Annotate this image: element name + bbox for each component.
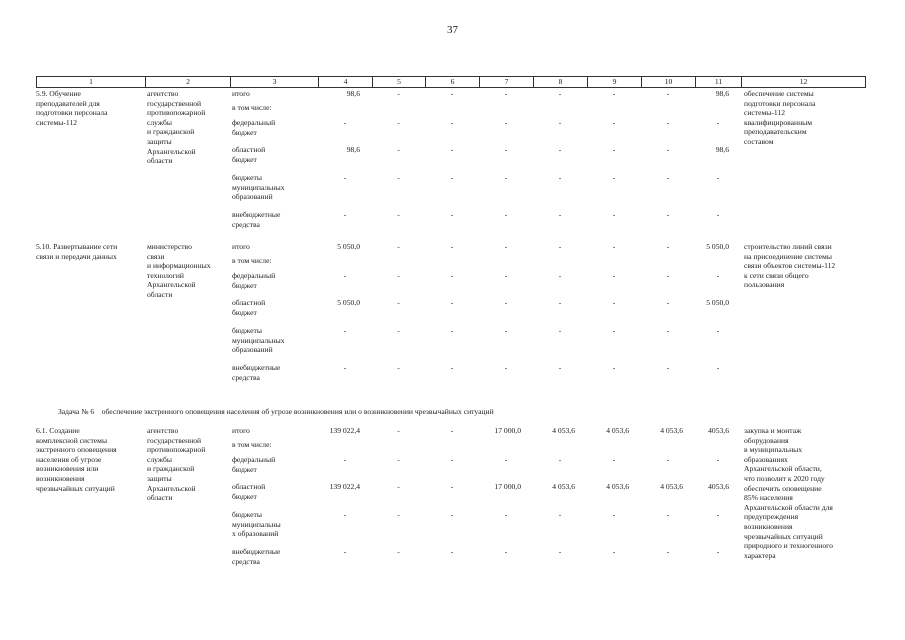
- funding-value: 4 053,6: [606, 426, 629, 435]
- measure-result-line: природного и техногенного: [744, 541, 833, 551]
- funding-source-label-line: бюджет: [232, 464, 257, 474]
- measure-title-line: системы-112: [36, 117, 78, 127]
- funding-source-label-line: областной: [232, 298, 266, 307]
- funding-source-label-line: образований: [232, 192, 273, 202]
- funding-value: -: [450, 271, 454, 280]
- program-table: [36, 76, 866, 566]
- funding-value: -: [558, 298, 562, 307]
- funding-value: -: [450, 89, 454, 98]
- measure-executor-line: области: [147, 289, 173, 299]
- funding-source-label: [232, 326, 320, 355]
- column-header: 10: [641, 77, 695, 87]
- funding-value: -: [666, 89, 670, 98]
- funding-value: 139 022,4: [329, 482, 360, 491]
- funding-source-label-line: бюджеты: [232, 173, 262, 182]
- funding-value: -: [504, 455, 508, 464]
- funding-value: 4 053,6: [552, 426, 575, 435]
- funding-value: -: [504, 547, 508, 556]
- funding-value: 17 000,0: [494, 426, 521, 435]
- funding-source-label-line: внебюджетные: [232, 363, 281, 372]
- measure-result: [744, 89, 869, 147]
- measure-result-line: предупреждения: [744, 512, 799, 522]
- funding-source-label: [232, 89, 320, 99]
- measure-result-line: образованиях: [744, 454, 788, 464]
- measure-title: [36, 242, 145, 261]
- measure-result: [744, 426, 869, 560]
- funding-value: -: [612, 145, 616, 154]
- funding-value: -: [716, 210, 720, 219]
- funding-source-label-line: федеральный: [232, 118, 276, 127]
- measure-result-line: пользования: [744, 280, 785, 290]
- measure-result-line: составом: [744, 136, 774, 146]
- funding-value: -: [504, 298, 508, 307]
- funding-value: -: [397, 510, 400, 519]
- measure-result-line: на присоединение системы: [744, 251, 832, 261]
- measure-title: [36, 426, 145, 493]
- measure-executor-line: и гражданской: [147, 127, 195, 137]
- funding-value: -: [343, 271, 347, 280]
- funding-value: -: [397, 482, 400, 491]
- funding-value: -: [666, 173, 670, 182]
- measure-executor: [147, 426, 232, 503]
- measure-result-line: характера: [744, 550, 776, 560]
- measure-result-line: что позволит к 2020 году: [744, 473, 825, 483]
- funding-value: -: [397, 118, 400, 127]
- measure-result-line: чрезвычайных ситуаций: [744, 531, 823, 541]
- task-heading: Задача № 6 обеспечение экстренного оповещения населения об угрозе возникновения или о возникновении чрезвычайных ситуаций: [58, 407, 494, 416]
- funding-value: -: [504, 326, 508, 335]
- funding-value: -: [343, 363, 347, 372]
- funding-value: 98,6: [715, 89, 729, 98]
- funding-source-label-line: внебюджетные: [232, 210, 281, 219]
- funding-value: -: [558, 173, 562, 182]
- funding-value: -: [343, 118, 347, 127]
- funding-value: -: [397, 271, 400, 280]
- measure-executor-line: Архангельской: [147, 146, 196, 156]
- funding-value: -: [450, 173, 454, 182]
- funding-value: 5 050,0: [337, 242, 360, 251]
- funding-source-label-line: федеральный: [232, 455, 276, 464]
- funding-source-label: [232, 482, 320, 501]
- measure-executor-line: государственной: [147, 98, 202, 108]
- measure-result-line: связи объектов системы-112: [744, 261, 836, 271]
- funding-source-label: [232, 547, 320, 566]
- funding-value: -: [450, 426, 454, 435]
- measure-result-line: возникновения: [744, 521, 793, 531]
- funding-value: -: [397, 210, 400, 219]
- funding-value: 4053,6: [708, 426, 729, 435]
- measure-executor-line: службы: [147, 454, 172, 464]
- measure-executor-line: службы: [147, 117, 172, 127]
- funding-source-label-line: внебюджетные: [232, 547, 281, 556]
- funding-value: -: [612, 173, 616, 182]
- measure-result-line: строительство линий связи: [744, 242, 832, 251]
- funding-value: -: [716, 173, 720, 182]
- funding-value: -: [666, 363, 670, 372]
- funding-value: -: [397, 455, 400, 464]
- column-header: 8: [533, 77, 587, 87]
- funding-value: -: [397, 326, 400, 335]
- funding-value: 139 022,4: [329, 426, 360, 435]
- funding-source-label-line: итого: [232, 426, 250, 435]
- funding-value: -: [558, 242, 562, 251]
- funding-value: -: [558, 547, 562, 556]
- measure-executor-line: и информационных: [147, 261, 211, 271]
- funding-value: -: [666, 510, 670, 519]
- funding-value: -: [450, 455, 454, 464]
- measure-executor-line: противопожарной: [147, 445, 206, 455]
- measure-executor-line: области: [147, 493, 173, 503]
- funding-value: -: [612, 210, 616, 219]
- funding-source-label-line: х образований: [232, 529, 279, 539]
- measure-result-line: обеспечение системы: [744, 89, 814, 98]
- funding-source-label-line: областной: [232, 145, 266, 154]
- funding-source-label: [232, 103, 320, 113]
- page-number: 37: [447, 24, 458, 36]
- funding-source-label: [232, 256, 320, 266]
- funding-source-label-line: бюджет: [232, 491, 257, 501]
- funding-source-label: [232, 145, 320, 164]
- funding-value: -: [504, 145, 508, 154]
- funding-value: -: [504, 271, 508, 280]
- funding-value: -: [612, 363, 616, 372]
- funding-value: -: [397, 173, 400, 182]
- funding-value: -: [666, 118, 670, 127]
- funding-source-label: [232, 242, 320, 252]
- measure-title-line: связи и передачи данных: [36, 251, 117, 261]
- funding-value: 4 053,6: [660, 426, 683, 435]
- funding-value: -: [558, 326, 562, 335]
- measure-result-line: 85% населения: [744, 493, 793, 503]
- measure-result-line: Архангельской области для: [744, 502, 833, 512]
- measure-executor-line: Архангельской: [147, 280, 196, 290]
- funding-source-label-line: бюджеты: [232, 326, 262, 335]
- funding-source-label-line: бюджет: [232, 127, 257, 137]
- funding-value: -: [343, 210, 347, 219]
- funding-value: -: [612, 271, 616, 280]
- funding-value: -: [716, 326, 720, 335]
- funding-value: -: [666, 455, 670, 464]
- funding-source-label-line: федеральный: [232, 271, 276, 280]
- funding-source-label-line: средства: [232, 219, 260, 229]
- funding-value: -: [450, 326, 454, 335]
- funding-value: -: [612, 298, 616, 307]
- measure-executor-line: технологий: [147, 270, 184, 280]
- funding-value: 4 053,6: [606, 482, 629, 491]
- funding-value: -: [612, 242, 616, 251]
- funding-value: 5 050,0: [337, 298, 360, 307]
- funding-value: -: [343, 547, 347, 556]
- column-header: 1: [36, 77, 145, 87]
- measure-title-line: экстренного оповещения: [36, 445, 117, 455]
- funding-value: -: [397, 145, 400, 154]
- funding-value: -: [558, 118, 562, 127]
- funding-value: 98,6: [346, 145, 360, 154]
- column-header: 9: [587, 77, 641, 87]
- funding-value: -: [343, 510, 347, 519]
- measure-result-line: преподавательским: [744, 127, 807, 137]
- measure-executor-line: области: [147, 156, 173, 166]
- column-header: 11: [695, 77, 741, 87]
- measure-title: [36, 89, 145, 127]
- funding-source-label-line: муниципальных: [232, 335, 285, 345]
- measure-executor-line: защиты: [147, 136, 172, 146]
- funding-value: -: [716, 363, 720, 372]
- funding-source-label-line: в том числе:: [232, 440, 272, 449]
- funding-value: -: [666, 547, 670, 556]
- measure-title-line: 5.10. Развертывание сети: [36, 242, 118, 251]
- funding-source-label-line: средства: [232, 556, 260, 566]
- column-header: 2: [145, 77, 230, 87]
- funding-value: -: [343, 173, 347, 182]
- funding-value: -: [504, 242, 508, 251]
- funding-value: -: [397, 298, 400, 307]
- funding-value: 5 050,0: [706, 298, 729, 307]
- funding-value: -: [666, 298, 670, 307]
- funding-source-label-line: в том числе:: [232, 256, 272, 265]
- funding-source-label: [232, 426, 320, 436]
- funding-value: -: [666, 242, 670, 251]
- funding-value: 4 053,6: [660, 482, 683, 491]
- funding-value: -: [716, 547, 720, 556]
- measure-executor-line: противопожарной: [147, 108, 206, 118]
- funding-source-label: [232, 440, 320, 450]
- funding-value: -: [397, 242, 400, 251]
- funding-value: -: [558, 510, 562, 519]
- funding-value: -: [558, 89, 562, 98]
- funding-source-label: [232, 271, 320, 290]
- funding-source-label-line: образований: [232, 345, 273, 355]
- funding-value: -: [716, 271, 720, 280]
- funding-value: -: [612, 89, 616, 98]
- measure-title-line: 6.1. Создание: [36, 426, 80, 435]
- measure-executor: [147, 89, 232, 166]
- funding-value: 98,6: [715, 145, 729, 154]
- funding-value: -: [558, 455, 562, 464]
- funding-value: -: [666, 326, 670, 335]
- funding-source-label: [232, 510, 320, 539]
- funding-source-label: [232, 173, 320, 202]
- funding-value: 4053,6: [708, 482, 729, 491]
- measure-result-line: к сети связи общего: [744, 270, 809, 280]
- funding-value: -: [716, 455, 720, 464]
- measure-result: [744, 242, 869, 290]
- column-header: 3: [230, 77, 318, 87]
- funding-value: -: [450, 210, 454, 219]
- funding-value: -: [612, 118, 616, 127]
- funding-value: -: [666, 271, 670, 280]
- funding-value: -: [343, 455, 347, 464]
- measure-executor-line: агентство: [147, 426, 179, 435]
- measure-executor-line: и гражданской: [147, 464, 195, 474]
- column-header: 12: [741, 77, 866, 87]
- funding-value: -: [397, 89, 400, 98]
- measure-executor-line: министерство: [147, 242, 192, 251]
- funding-source-label: [232, 455, 320, 474]
- funding-value: 5 050,0: [706, 242, 729, 251]
- measure-executor-line: государственной: [147, 435, 202, 445]
- measure-result-line: оборудования: [744, 435, 789, 445]
- column-header: 4: [318, 77, 372, 87]
- funding-value: -: [612, 510, 616, 519]
- funding-value: -: [450, 363, 454, 372]
- measure-title-line: чрезвычайных ситуаций: [36, 483, 115, 493]
- funding-source-label-line: областной: [232, 482, 266, 491]
- funding-value: -: [504, 173, 508, 182]
- funding-value: 98,6: [346, 89, 360, 98]
- funding-source-label-line: бюджет: [232, 154, 257, 164]
- funding-value: -: [450, 298, 454, 307]
- funding-source-label-line: муниципальных: [232, 182, 285, 192]
- funding-value: -: [504, 89, 508, 98]
- funding-value: -: [397, 363, 400, 372]
- funding-value: -: [666, 210, 670, 219]
- measure-result-line: в муниципальных: [744, 445, 803, 455]
- measure-title-line: комплексной системы: [36, 435, 108, 445]
- funding-value: -: [666, 145, 670, 154]
- measure-title-line: возникновения: [36, 473, 85, 483]
- measure-result-line: подготовки персонала: [744, 98, 816, 108]
- funding-value: -: [343, 326, 347, 335]
- measure-executor-line: Архангельской: [147, 483, 196, 493]
- measure-executor-line: защиты: [147, 473, 172, 483]
- funding-value: 4 053,6: [552, 482, 575, 491]
- measure-title-line: населения об угрозе: [36, 454, 102, 464]
- funding-value: -: [716, 510, 720, 519]
- funding-value: -: [450, 118, 454, 127]
- measure-result-line: квалифицированным: [744, 117, 813, 127]
- funding-source-label-line: средства: [232, 372, 260, 382]
- funding-value: -: [504, 118, 508, 127]
- measure-result-line: Архангельской области,: [744, 464, 822, 474]
- funding-source-label-line: бюджеты: [232, 510, 262, 519]
- funding-source-label: [232, 298, 320, 317]
- measure-result-line: закупка и монтаж: [744, 426, 802, 435]
- funding-value: -: [450, 510, 454, 519]
- funding-source-label-line: муниципальны: [232, 519, 281, 529]
- funding-source-label-line: бюджет: [232, 280, 257, 290]
- funding-source-label-line: итого: [232, 242, 250, 251]
- measure-title-line: преподавателей для: [36, 98, 100, 108]
- funding-value: -: [612, 326, 616, 335]
- measure-result-line: системы-112: [744, 108, 786, 118]
- funding-value: -: [504, 363, 508, 372]
- funding-value: -: [558, 210, 562, 219]
- measure-title-line: подготовки персонала: [36, 108, 108, 118]
- funding-source-label: [232, 118, 320, 137]
- funding-source-label-line: итого: [232, 89, 250, 98]
- column-header: 6: [425, 77, 479, 87]
- funding-value: -: [397, 426, 400, 435]
- funding-value: -: [397, 547, 400, 556]
- funding-source-label: [232, 210, 320, 229]
- funding-source-label-line: в том числе:: [232, 103, 272, 112]
- measure-title-line: возникновения или: [36, 464, 99, 474]
- funding-value: -: [558, 271, 562, 280]
- column-header: 7: [479, 77, 533, 87]
- measure-executor-line: связи: [147, 251, 165, 261]
- funding-value: 17 000,0: [494, 482, 521, 491]
- funding-value: -: [450, 547, 454, 556]
- measure-executor: [147, 242, 232, 300]
- funding-value: -: [612, 455, 616, 464]
- funding-value: -: [504, 210, 508, 219]
- funding-value: -: [504, 510, 508, 519]
- funding-value: -: [450, 242, 454, 251]
- measure-executor-line: агентство: [147, 89, 179, 98]
- funding-value: -: [558, 363, 562, 372]
- funding-value: -: [612, 547, 616, 556]
- funding-source-label-line: бюджет: [232, 307, 257, 317]
- column-header-row: [36, 76, 866, 88]
- measure-result-line: обеспечить оповещение: [744, 483, 822, 493]
- funding-value: -: [450, 145, 454, 154]
- funding-value: -: [716, 118, 720, 127]
- funding-value: -: [558, 145, 562, 154]
- measure-title-line: 5.9. Обучение: [36, 89, 81, 98]
- column-header: 5: [372, 77, 425, 87]
- funding-source-label: [232, 363, 320, 382]
- funding-value: -: [450, 482, 454, 491]
